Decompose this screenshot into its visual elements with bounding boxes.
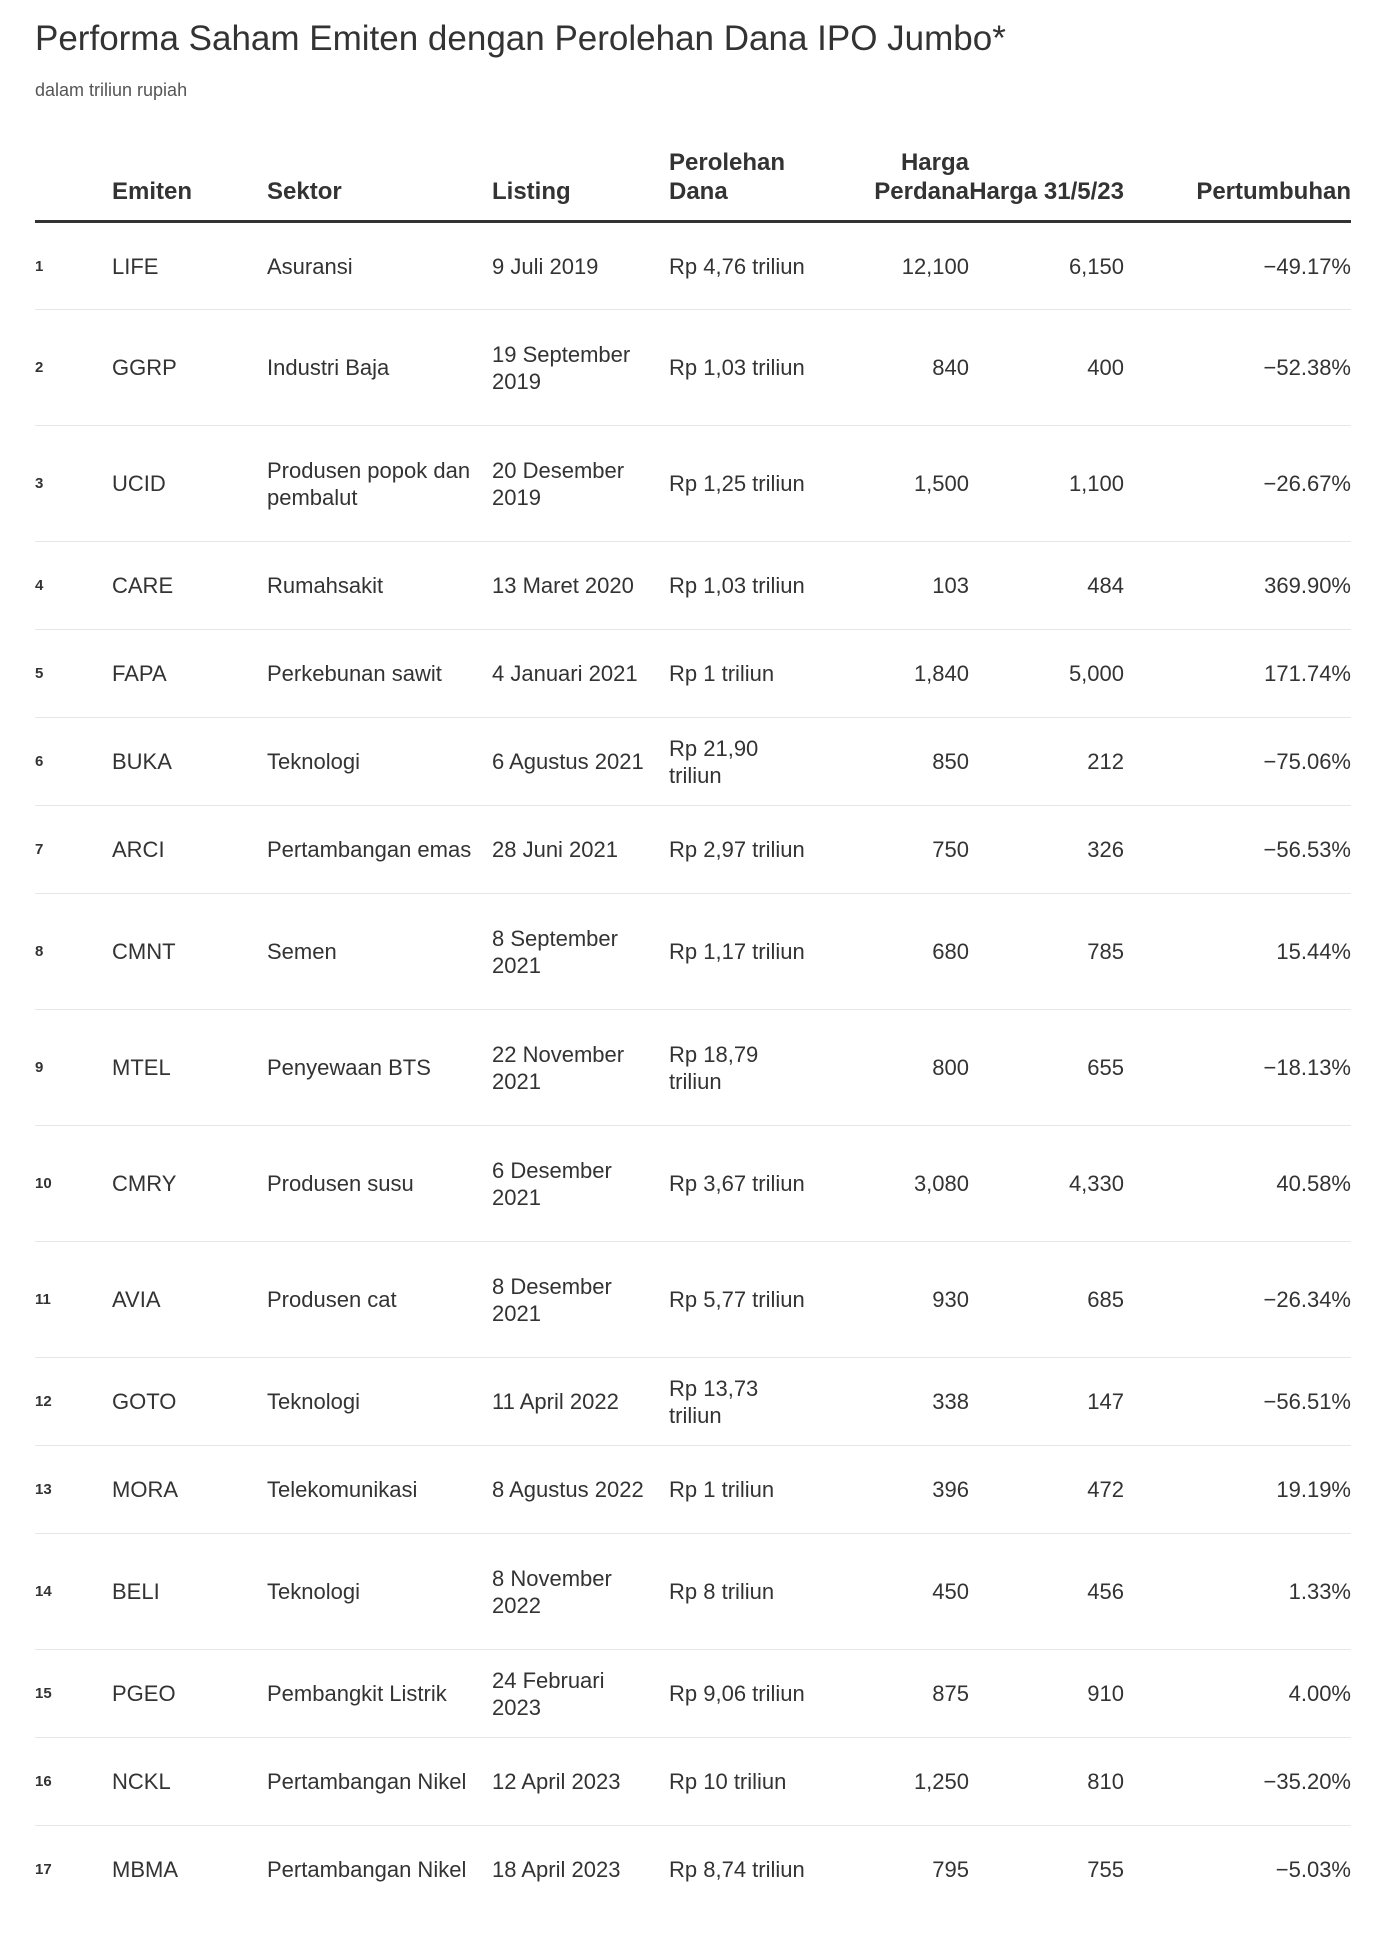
cell-emiten: GGRP [112,310,267,426]
cell-harga-31-5-23: 910 [969,1650,1124,1738]
cell-rank: 1 [35,222,112,310]
cell-sektor: Pertambangan Nikel [267,1738,492,1826]
cell-emiten: BUKA [112,718,267,806]
cell-emiten: AVIA [112,1242,267,1358]
cell-sektor: Industri Baja [267,310,492,426]
table-row [35,1446,1351,1534]
cell-harga-perdana: 450 [819,1534,969,1650]
cell-harga-perdana: 800 [819,1010,969,1126]
cell-harga-perdana: 750 [819,806,969,894]
cell-rank: 13 [35,1446,112,1534]
cell-pertumbuhan: 19.19% [1124,1446,1351,1534]
cell-harga-perdana: 103 [819,542,969,630]
cell-pertumbuhan: −18.13% [1124,1010,1351,1126]
cell-listing: 13 Maret 2020 [492,542,669,630]
cell-rank: 16 [35,1738,112,1826]
cell-perolehan-dana: Rp 4,76 triliun [669,222,819,310]
cell-listing: 11 April 2022 [492,1358,669,1446]
table-row [35,1738,1351,1826]
cell-harga-31-5-23: 484 [969,542,1124,630]
cell-sektor: Produsen popok dan pembalut [267,426,492,542]
cell-listing: 6 Desember 2021 [492,1126,669,1242]
cell-emiten: PGEO [112,1650,267,1738]
column-header-dana: Perolehan Dana [669,148,819,222]
cell-rank: 15 [35,1650,112,1738]
cell-listing: 18 April 2023 [492,1857,621,1883]
cell-emiten: MTEL [112,1010,267,1126]
cell-perolehan-dana: Rp 1,17 triliun [669,894,819,1010]
cell-pertumbuhan: −75.06% [1124,718,1351,806]
cell-emiten: CMRY [112,1126,267,1242]
table-row [35,426,1351,542]
cell-sektor: Pembangkit Listrik [267,1650,492,1738]
cell-listing: 28 Juni 2021 [492,806,669,894]
data-table [35,148,1351,1914]
table-row [35,310,1351,426]
cell-harga-31-5-23: 655 [969,1010,1124,1126]
cell-emiten: CARE [112,542,267,630]
cell-harga-31-5-23: 1,100 [969,426,1124,542]
cell-sektor: Penyewaan BTS [267,1010,492,1126]
cell-harga-31-5-23: 326 [969,806,1124,894]
cell-sektor: Teknologi [267,1534,492,1650]
table-body [35,222,1351,1914]
cell-listing: 6 Agustus 2021 [492,718,669,806]
cell-harga-perdana: 875 [819,1650,969,1738]
cell-listing: 12 April 2023 [492,1738,669,1826]
cell-harga-31-5-23: 4,330 [969,1126,1124,1242]
cell-harga-perdana: 1,250 [819,1738,969,1826]
cell-pertumbuhan: 1.33% [1124,1534,1351,1650]
cell-rank: 7 [35,806,112,894]
cell-emiten: ARCI [112,806,267,894]
table-row [35,894,1351,1010]
cell-perolehan-dana: Rp 3,67 triliun [669,1126,819,1242]
cell-harga-perdana: 795 [932,1857,969,1883]
cell-perolehan-dana: Rp 13,73 triliun [669,1358,819,1446]
cell-pertumbuhan: −56.53% [1124,806,1351,894]
cell-harga-31-5-23: 400 [969,310,1124,426]
cell-sektor: Produsen cat [267,1242,492,1358]
table-row [35,1126,1351,1242]
cell-harga-31-5-23: 5,000 [969,630,1124,718]
cell-rank: 6 [35,718,112,806]
cell-harga-31-5-23: 685 [969,1242,1124,1358]
table-row [35,1010,1351,1126]
cell-harga-perdana: 338 [819,1358,969,1446]
cell-pertumbuhan: 4.00% [1124,1650,1351,1738]
cell-listing: 9 Juli 2019 [492,222,669,310]
cell-perolehan-dana: Rp 1 triliun [669,630,819,718]
cell-harga-31-5-23: 810 [969,1738,1124,1826]
cell-sektor: Rumahsakit [267,542,492,630]
page [35,14,1351,1914]
cell-harga-31-5-23: 147 [969,1358,1124,1446]
table-row [35,806,1351,894]
cell-harga-perdana: 12,100 [819,222,969,310]
column-header-harga-perdana: Harga Perdana [819,148,969,222]
cell-rank: 11 [35,1242,112,1358]
page-subtitle: dalam triliun rupiah [35,80,188,100]
cell-perolehan-dana: Rp 18,79 triliun [669,1010,819,1126]
cell-listing: 19 September 2019 [492,310,669,426]
cell-sektor: Pertambangan Nikel [267,1857,467,1883]
cell-pertumbuhan: −52.38% [1124,310,1351,426]
cell-harga-perdana: 3,080 [819,1126,969,1242]
cell-emiten: MBMA [112,1857,178,1883]
cell-sektor: Asuransi [267,222,492,310]
cell-perolehan-dana: Rp 10 triliun [669,1738,819,1826]
cell-harga-31-5-23: 6,150 [969,222,1124,310]
cell-sektor: Pertambangan emas [267,806,492,894]
table-row [35,1826,1351,1914]
column-header-emiten: Emiten [112,148,267,222]
cell-pertumbuhan: 171.74% [1124,630,1351,718]
cell-rank: 5 [35,630,112,718]
cell-sektor: Semen [267,894,492,1010]
cell-emiten: BELI [112,1534,267,1650]
cell-harga-31-5-23: 212 [969,718,1124,806]
cell-harga-perdana: 1,500 [819,426,969,542]
table-row [35,1650,1351,1738]
cell-emiten: NCKL [112,1738,267,1826]
table-row [35,718,1351,806]
cell-pertumbuhan: 40.58% [1124,1126,1351,1242]
cell-emiten: UCID [112,426,267,542]
cell-pertumbuhan: 15.44% [1124,894,1351,1010]
cell-harga-perdana: 1,840 [819,630,969,718]
cell-perolehan-dana: Rp 8 triliun [669,1534,819,1650]
table-header [35,148,1351,222]
cell-listing: 8 November 2022 [492,1534,669,1650]
cell-pertumbuhan: −56.51% [1124,1358,1351,1446]
cell-rank: 3 [35,426,112,542]
cell-sektor: Teknologi [267,718,492,806]
cell-harga-31-5-23: 472 [969,1446,1124,1534]
cell-sektor: Telekomunikasi [267,1446,492,1534]
cell-perolehan-dana: Rp 2,97 triliun [669,806,819,894]
cell-pertumbuhan: −49.17% [1124,222,1351,310]
column-header-pertumbuhan: Pertumbuhan [1124,148,1351,222]
cell-listing: 8 Agustus 2022 [492,1446,669,1534]
column-header-listing: Listing [492,148,669,222]
cell-rank: 10 [35,1126,112,1242]
table-row [35,222,1351,310]
page-title: Performa Saham Emiten dengan Perolehan Dana IPO Jumbo* [35,19,1006,58]
header-row [35,148,1351,222]
cell-sektor: Teknologi [267,1358,492,1446]
cell-listing: 8 September 2021 [492,894,669,1010]
table-row [35,542,1351,630]
cell-harga-perdana: 396 [819,1446,969,1534]
cell-emiten: LIFE [112,222,267,310]
cell-pertumbuhan: −26.67% [1124,426,1351,542]
cell-listing: 8 Desember 2021 [492,1242,669,1358]
cell-perolehan-dana: Rp 8,74 triliun [669,1857,805,1883]
cell-pertumbuhan: 369.90% [1124,542,1351,630]
cell-rank: 17 [35,1861,52,1879]
cell-pertumbuhan: −26.34% [1124,1242,1351,1358]
cell-rank: 2 [35,310,112,426]
cell-perolehan-dana: Rp 1,25 triliun [669,426,819,542]
cell-listing: 20 Desember 2019 [492,426,669,542]
cell-sektor: Perkebunan sawit [267,630,492,718]
cell-perolehan-dana: Rp 1,03 triliun [669,310,819,426]
cell-emiten: CMNT [112,894,267,1010]
cell-emiten: FAPA [112,630,267,718]
cell-emiten: MORA [112,1446,267,1534]
table-row [35,1534,1351,1650]
cell-rank: 12 [35,1358,112,1446]
cell-sektor: Produsen susu [267,1126,492,1242]
column-header-rank [35,148,112,222]
cell-pertumbuhan: −5.03% [1275,1857,1351,1883]
table-row [35,630,1351,718]
cell-harga-31-5-23: 755 [1087,1857,1124,1883]
table-row [35,1242,1351,1358]
cell-emiten: GOTO [112,1358,267,1446]
cell-harga-perdana: 680 [819,894,969,1010]
cell-listing: 4 Januari 2021 [492,630,669,718]
cell-rank: 4 [35,542,112,630]
column-header-harga-31-5-23: Harga 31/5/23 [969,148,1124,222]
cell-harga-perdana: 930 [819,1242,969,1358]
cell-perolehan-dana: Rp 9,06 triliun [669,1650,819,1738]
cell-listing: 24 Februari 2023 [492,1650,669,1738]
cell-harga-perdana: 850 [819,718,969,806]
cell-harga-31-5-23: 456 [969,1534,1124,1650]
cell-rank: 14 [35,1534,112,1650]
cell-harga-perdana: 840 [819,310,969,426]
table-row [35,1358,1351,1446]
cell-perolehan-dana: Rp 5,77 triliun [669,1242,819,1358]
cell-perolehan-dana: Rp 1 triliun [669,1446,819,1534]
cell-rank: 8 [35,894,112,1010]
cell-harga-31-5-23: 785 [969,894,1124,1010]
cell-perolehan-dana: Rp 21,90 triliun [669,718,819,806]
cell-perolehan-dana: Rp 1,03 triliun [669,542,819,630]
cell-pertumbuhan: −35.20% [1124,1738,1351,1826]
cell-rank: 9 [35,1010,112,1126]
cell-listing: 22 November 2021 [492,1010,669,1126]
column-header-sektor: Sektor [267,148,492,222]
